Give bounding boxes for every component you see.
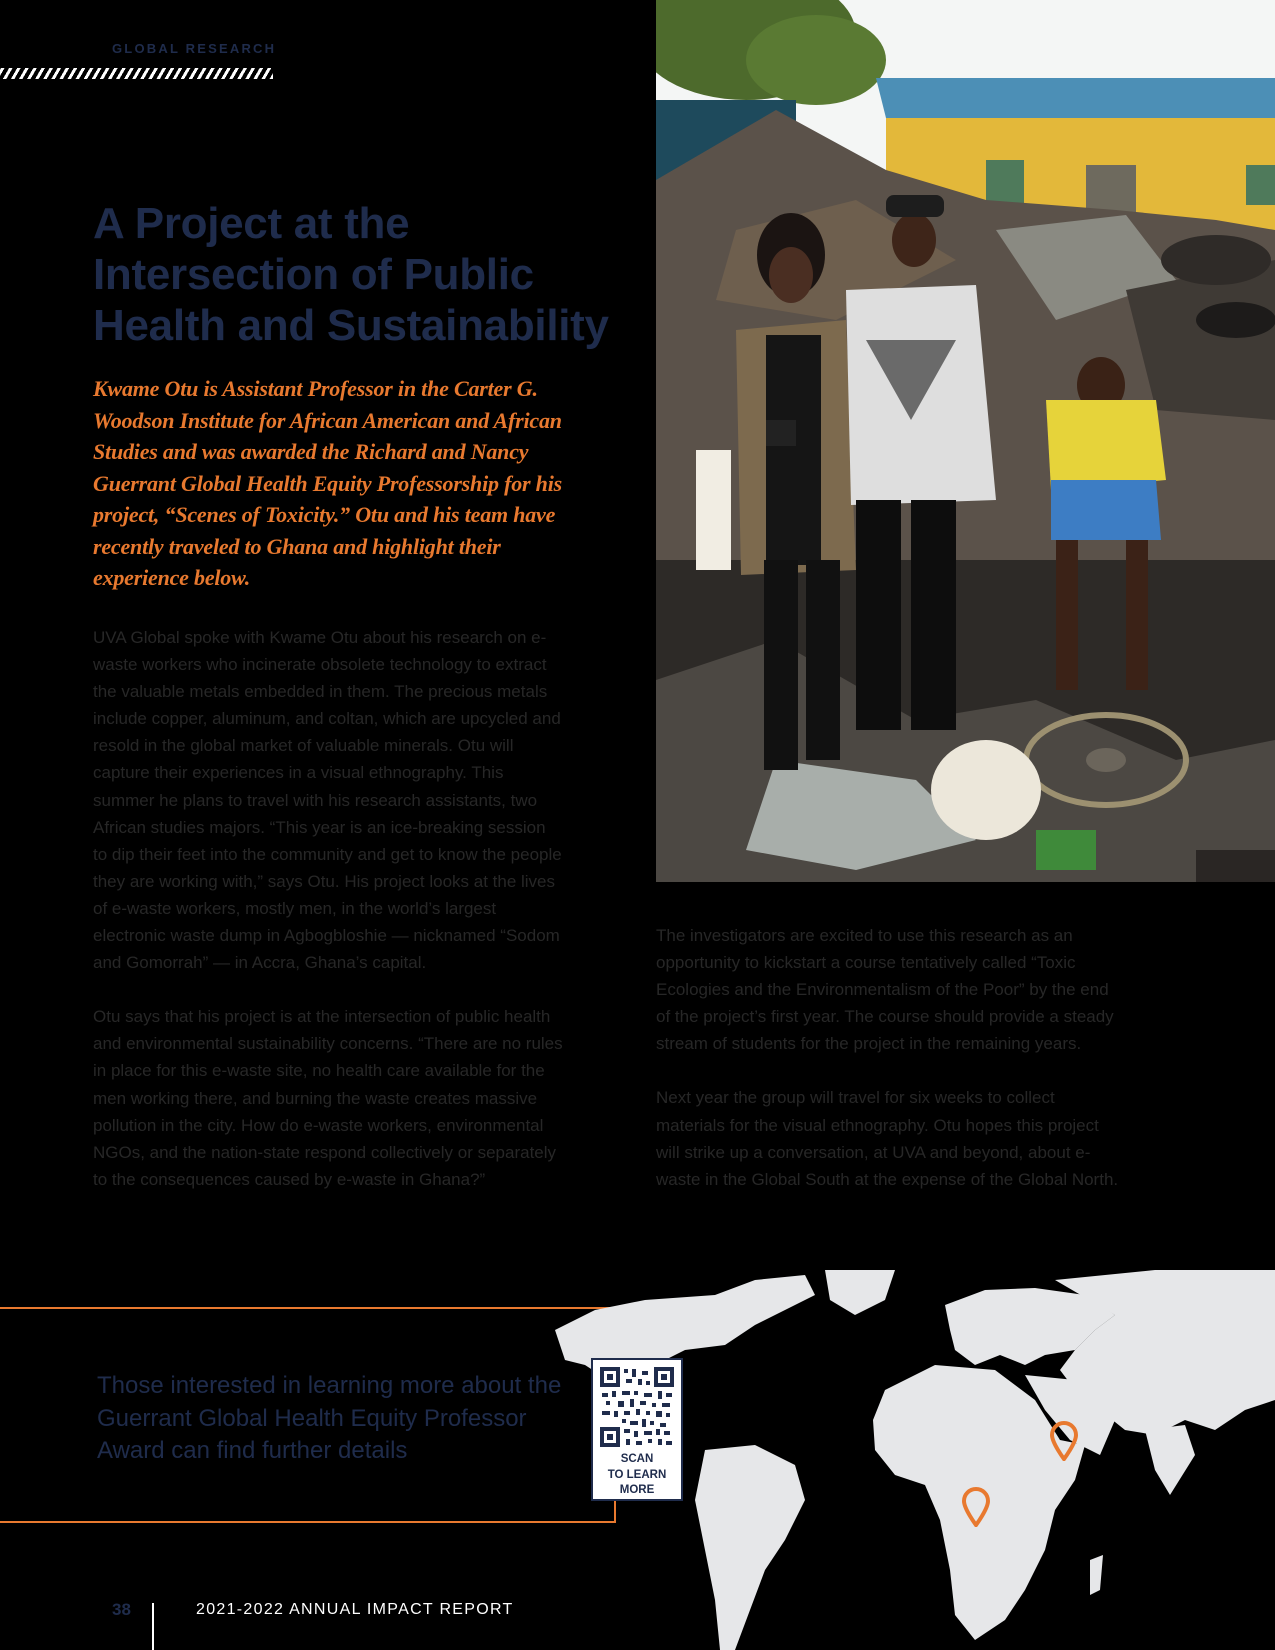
article-headline: A Project at the Intersection of Public Health and Sustainability: [93, 199, 609, 350]
body-column-left: [93, 624, 563, 1220]
body-paragraph: Otu says that his project is at the intersection of public health and environmental sustainability concerns. “There are no rules in place for this e-waste site, no health care available for the men working there, and burning the waste creates massive pollution in the city. How do e-waste workers, environmental NGOs, and the nation-state respond collectively or separately to the consequences caused by e-waste in Ghana?”: [93, 1007, 563, 1189]
page-number: 38: [112, 1600, 131, 1619]
body-paragraph: UVA Global spoke with Kwame Otu about his research on e-waste workers who incinerate obsolete technology to extract the valuable metals embedded in them. The precious metals include copper, aluminum, and coltan, which are upcycled and resold in the global market of valuable minerals. Otu will capture their experiences in a visual ethnography. This summer he plans to travel with his research assistants, two African studies majors. “This year is an ice-breaking session to dip their feet into the community and get to know the people they are working with,” says Otu. His project looks at the lives of e-waste workers, mostly men, in the world’s largest electronic waste dump in Agbogbloshie — nicknamed “Sodom and Gomorrah” — in Accra, Ghana’s capital.: [93, 628, 562, 973]
footer-divider: [152, 1603, 154, 1650]
qr-label: SCAN TO LEARN MORE: [607, 1453, 667, 1496]
section-label: GLOBAL RESEARCH: [112, 41, 277, 56]
body-paragraph: Next year the group will travel for six weeks to collect materials for the visual ethnography. Otu hopes this project will strike up a conversation, at UVA and beyond, about e-waste in the Global South at the expense of the Global North.: [656, 1088, 1119, 1189]
body-column-right: [656, 922, 1126, 1220]
map-pin-icon: [1050, 1421, 1078, 1461]
qr-card[interactable]: [591, 1358, 683, 1501]
report-title: 2021-2022 ANNUAL IMPACT REPORT: [196, 1601, 514, 1618]
qr-code-icon: [600, 1367, 674, 1447]
callout-text: Those interested in learning more about the Guerrant Global Health Equity Professor Award can find further details: [97, 1372, 562, 1464]
hatch-rule: [0, 68, 273, 79]
feature-photo: [656, 0, 1275, 882]
body-paragraph: The investigators are excited to use this research as an opportunity to kickstart a course tentatively called “Toxic Ecologies and the Environmentalism of the Poor” by the end of the project’s first year. The course should provide a steady stream of students for the project in the remaining years.: [656, 926, 1114, 1054]
map-pin-icon: [962, 1487, 990, 1527]
article-dek: Kwame Otu is Assistant Professor in the Carter G. Woodson Institute for African American and African Studies and was awarded the Richard and Nancy Guerrant Global Health Equity Professorship for his project, “Scenes of Toxicity.” Otu and his team have recently traveled to Ghana and highlight their experience below.: [93, 376, 562, 590]
